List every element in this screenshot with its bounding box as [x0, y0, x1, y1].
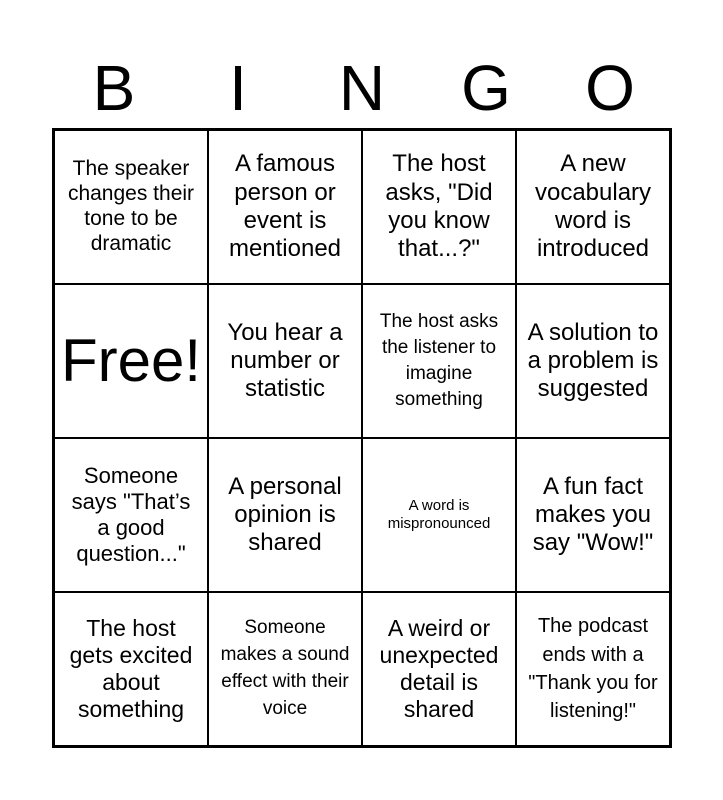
bingo-cell[interactable]: The speaker changes their tone to be dramatic	[54, 130, 208, 284]
bingo-cell[interactable]: A weird or unexpected detail is shared	[362, 592, 516, 746]
bingo-cell[interactable]: The host asks, "Did you know that...?"	[362, 130, 516, 284]
bingo-cell-free[interactable]: Free!	[54, 284, 208, 438]
header-letter-o: O	[585, 52, 635, 124]
bingo-cell[interactable]: Someone says "That’s a good question..."	[54, 438, 208, 592]
bingo-cell[interactable]: You hear a number or statistic	[208, 284, 362, 438]
bingo-cell[interactable]: A fun fact makes you say "Wow!"	[516, 438, 670, 592]
bingo-cell[interactable]: The host gets excited about something	[54, 592, 208, 746]
bingo-cell[interactable]: A new vocabulary word is introduced	[516, 130, 670, 284]
bingo-cell[interactable]: A solution to a problem is suggested	[516, 284, 670, 438]
bingo-cell[interactable]: A personal opinion is shared	[208, 438, 362, 592]
bingo-cell[interactable]: A famous person or event is mentioned	[208, 130, 362, 284]
header-letter-n: N	[338, 52, 386, 124]
bingo-cell[interactable]: Someone makes a sound effect with their voice	[208, 592, 362, 746]
header-letter-g: G	[461, 52, 511, 124]
header-letter-i: I	[229, 52, 247, 124]
bingo-header	[52, 48, 672, 128]
bingo-cell[interactable]: The podcast ends with a "Thank you for listening!"	[516, 592, 670, 746]
bingo-board	[52, 128, 672, 748]
bingo-cell[interactable]: The host asks the listener to imagine something	[362, 284, 516, 438]
bingo-cell[interactable]: A word is mispronounced	[362, 438, 516, 592]
header-letter-b: B	[92, 52, 136, 124]
